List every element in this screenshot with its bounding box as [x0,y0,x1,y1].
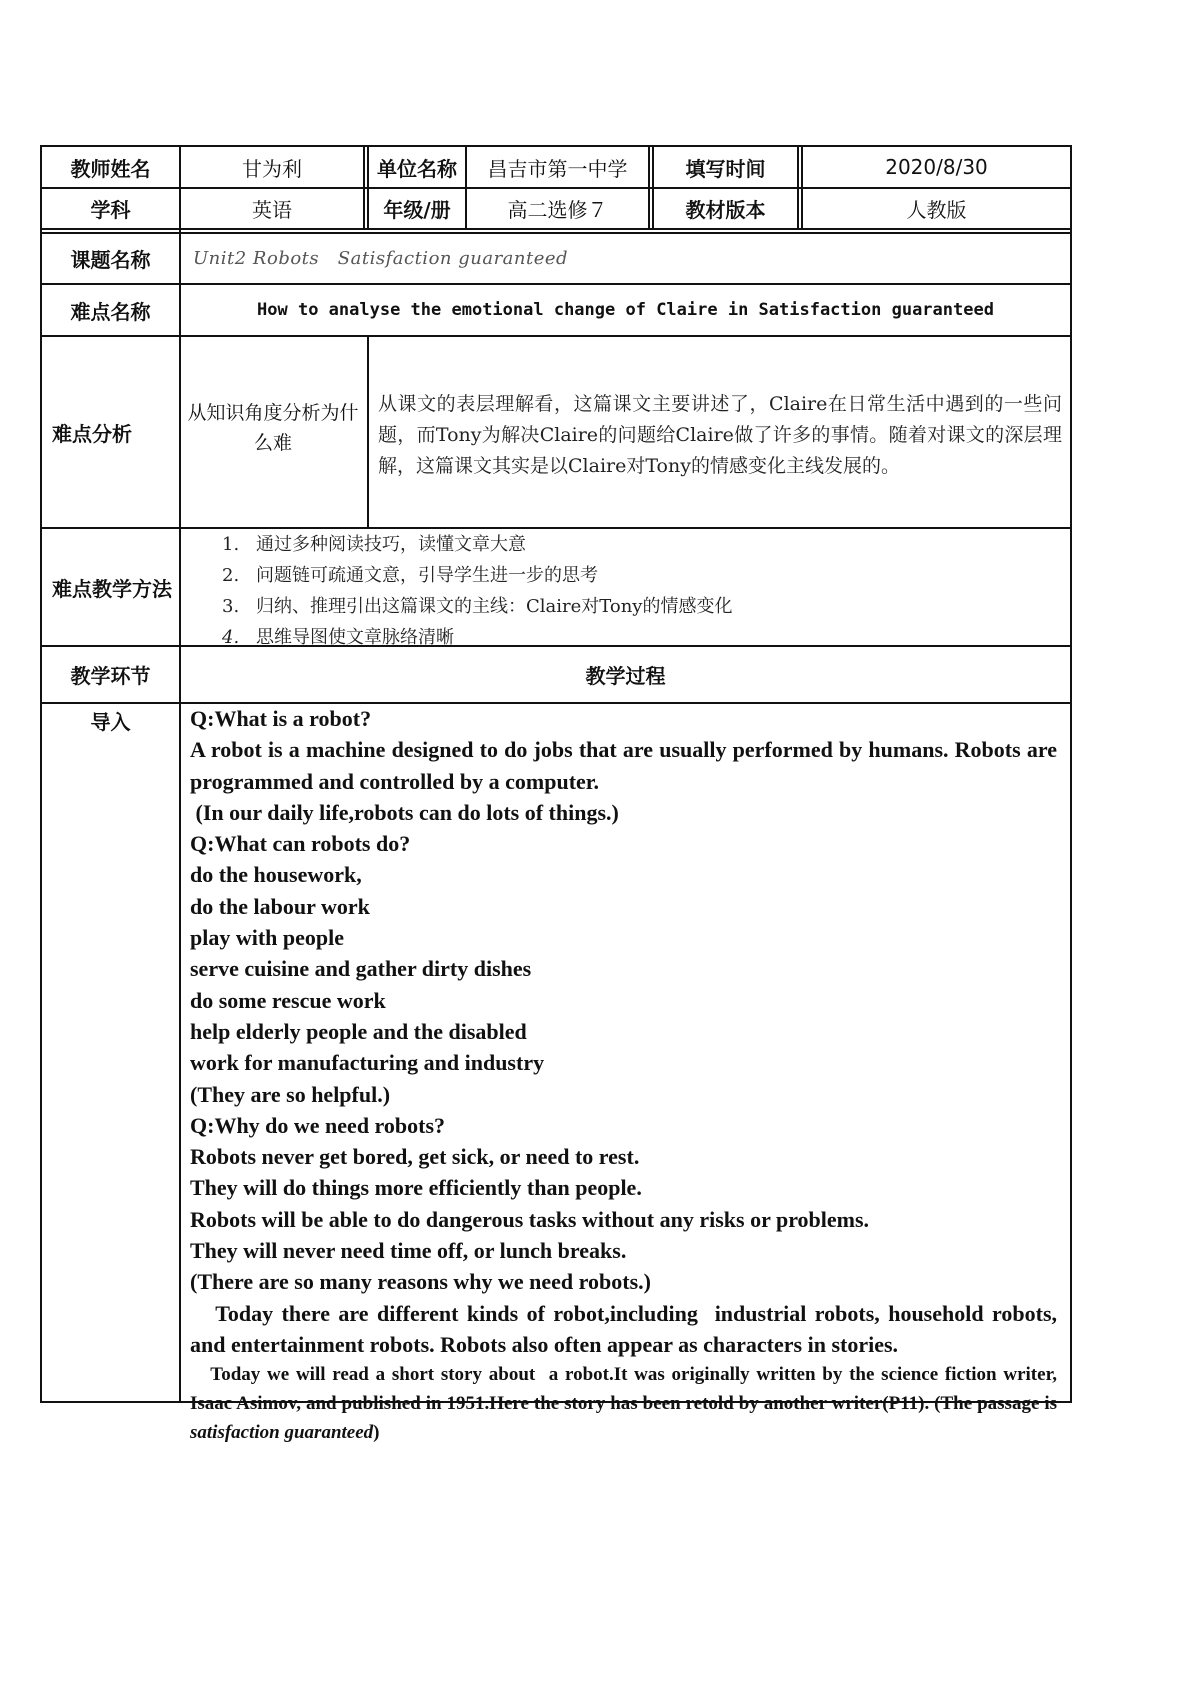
process-line: A robot is a machine designed to do jobs that are usually performed by humans. Robots are programmed and controlled by a computer. [190,737,1057,794]
subject-label: 学科 [90,198,131,222]
unit-label: 单位名称 [377,156,457,181]
process-line: (There are so many reasons why we need robots.) [190,1269,651,1295]
teacher-value: 甘为利 [242,156,302,181]
list-item: 2. 问题链可疏通文意，引导学生进一步的思考 [222,565,598,586]
table-border [648,145,650,230]
table-border [367,335,369,529]
analysis-sub-label: 从知识角度分析为什么难 [187,402,359,454]
methods-label: 难点教学方法 [52,576,172,601]
process-header: 教学过程 [585,664,666,688]
subject-value: 英语 [252,198,292,222]
process-line: Robots will be able to do dangerous tasks without any risks or problems. [190,1206,870,1232]
process-line: (In our daily life,robots can do lots of things.) [190,799,619,825]
grade-label: 年级/册 [383,198,451,222]
process-line: They will do things more efficiently than people. [190,1175,642,1201]
edition-label: 教材版本 [685,198,766,222]
unit-value: 昌吉市第一中学 [487,156,628,181]
difficulty-label: 难点名称 [70,299,151,324]
analysis-text: 从课文的表层理解看，这篇课文主要讲述了，Claire在日常生活中遇到的一些问题，而Tony为解决Claire的问题给Claire做了许多的事情。随着对课文的深层理解，这篇课文其实是以Claire对Tony的情感变化主线发展的。 [378,393,1062,477]
process-final-paragraph: Today we will read a short story about a robot.It was originally written by the science fiction writer, Isaac Asimov, and published in 1951.Here the story has been retold by another writer(P11). (The passage is satisfaction guaranteed) [190,1364,1062,1444]
difficulty-value: How to analyse the emotional change of Claire in Satisfaction guaranteed [257,300,994,320]
process-body [190,703,1063,1447]
stage-name: 导入 [90,709,131,734]
list-item: 1. 通过多种阅读技巧，读懂文章大意 [222,534,526,555]
process-line: Today there are different kinds of robot,including industrial robots, household robots, and entertainment robots. Robots also often appear as characters in stories. [190,1300,1063,1357]
teacher-label: 教师姓名 [70,156,151,181]
date-value: 2020/8/30 [885,155,988,179]
table-border [42,228,1072,230]
process-line: Robots never get bored, get sick, or need to rest. [190,1144,640,1170]
grade-value: 高二选修７ [507,198,608,222]
process-line: (They are so helpful.) [190,1081,391,1107]
analysis-label: 难点分析 [52,421,132,446]
stage-header: 教学环节 [70,664,151,688]
table-border [797,145,799,230]
process-line: play with people [190,925,345,951]
table-border [1070,145,1072,1403]
process-line: Q:What can robots do? [190,831,411,857]
topic-label: 课题名称 [70,248,151,272]
list-item: 4. 思维导图使文章脉络清晰 [222,627,454,648]
list-item: 3. 归纳、推理引出这篇课文的主线：Claire对Tony的情感变化 [222,596,733,617]
process-line: serve cuisine and gather dirty dishes [190,956,532,982]
process-line: do the housework, [190,862,362,888]
process-line: work for manufacturing and industry [190,1050,545,1076]
process-line: do the labour work [190,893,370,919]
process-line: Q:Why do we need robots? [190,1112,446,1138]
table-border [42,335,1072,337]
methods-list [222,529,1062,653]
table-border [363,145,365,230]
edition-value: 人教版 [906,198,967,222]
date-label: 填写时间 [685,156,766,181]
process-line: Q:What is a robot? [190,706,372,731]
process-line: help elderly people and the disabled [190,1018,527,1044]
process-line: They will never need time off, or lunch breaks. [190,1238,627,1264]
topic-value: Unit2 Robots Satisfaction guaranteed [193,248,569,269]
process-line: do some rescue work [190,987,386,1013]
